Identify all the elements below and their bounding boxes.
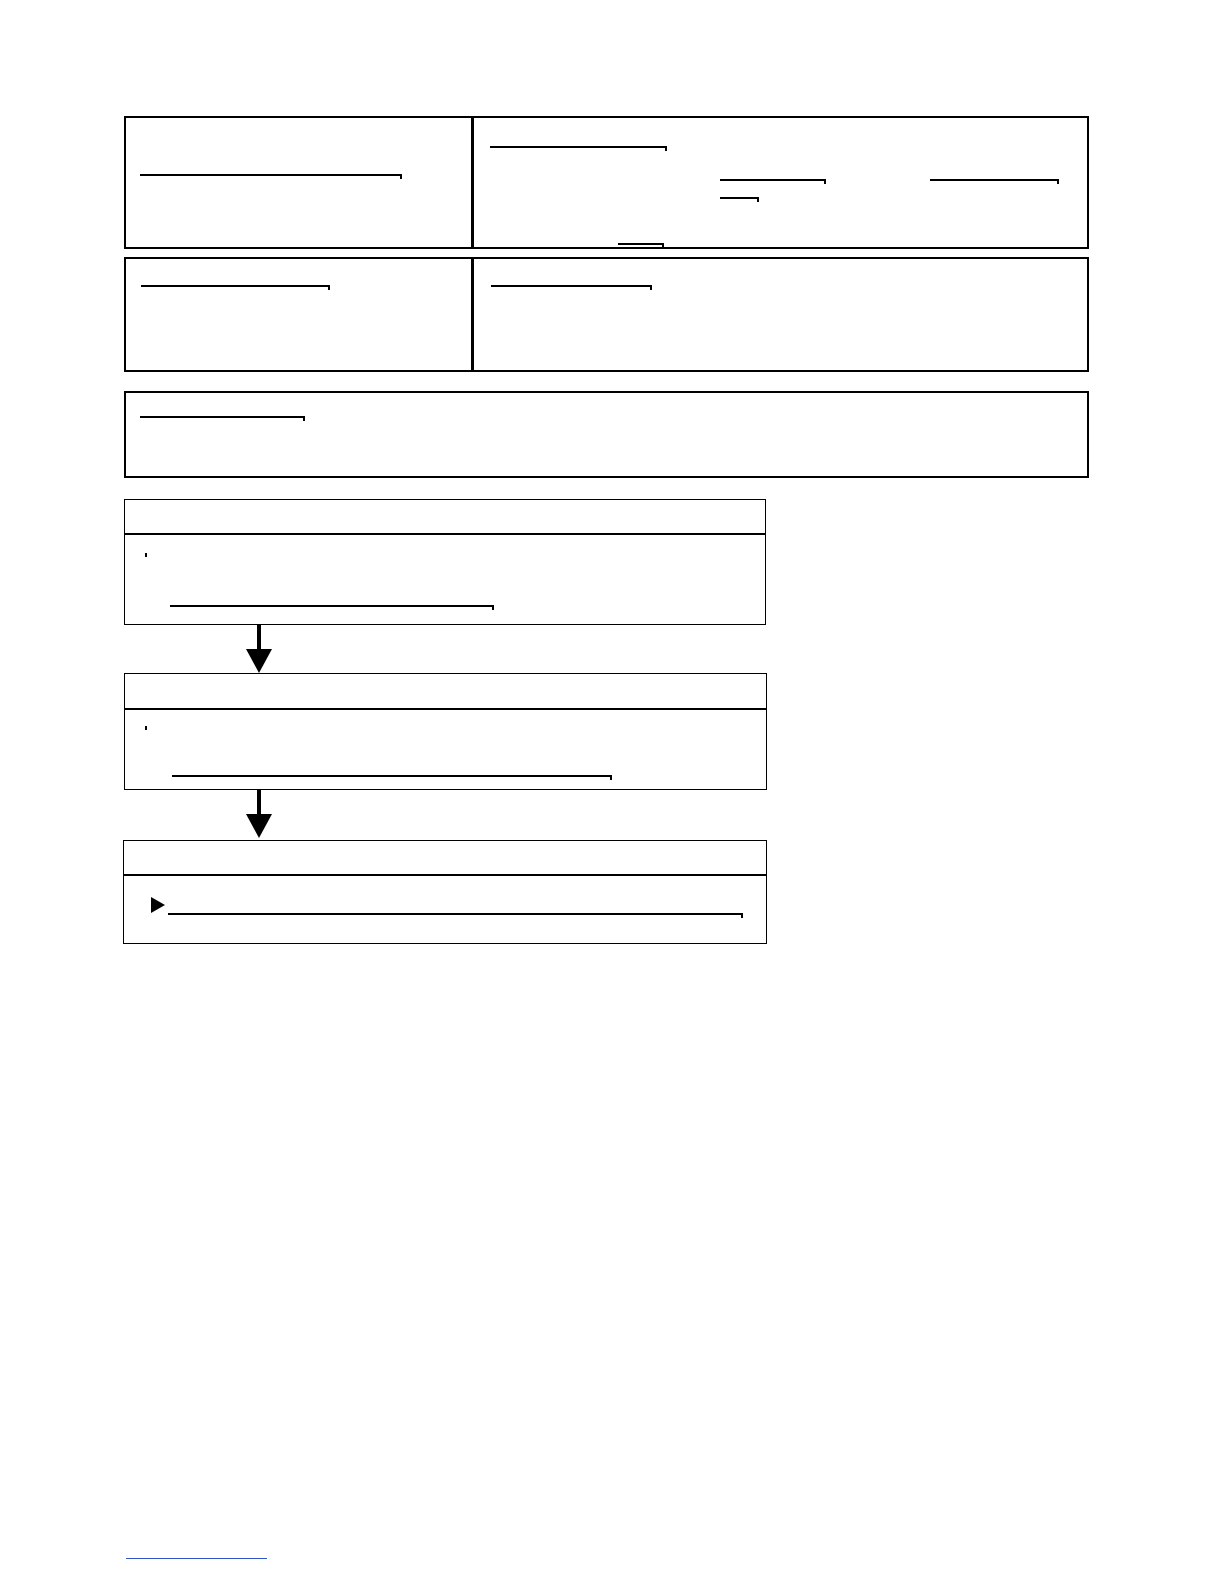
down-arrow-icon	[246, 790, 272, 840]
row1-right-field-b[interactable]	[720, 167, 824, 181]
step1-field[interactable]	[170, 593, 492, 607]
bullet-mark	[145, 726, 147, 730]
row1-right-field-e[interactable]	[618, 231, 662, 245]
play-arrow-icon	[151, 897, 165, 913]
flow-step-2	[124, 673, 767, 790]
column-divider	[471, 118, 474, 247]
down-arrow-icon	[246, 625, 272, 675]
row1-right-field-c[interactable]	[930, 167, 1057, 181]
column-divider	[471, 259, 474, 370]
row1-right-field-a[interactable]	[490, 134, 665, 148]
step-header-divider	[125, 708, 766, 710]
row3-field[interactable]	[140, 404, 303, 418]
form-row-3	[124, 391, 1089, 478]
step-header-divider	[124, 874, 766, 876]
step-header-divider	[125, 533, 765, 535]
form-row-1	[124, 116, 1089, 249]
row1-right-field-d[interactable]	[720, 185, 757, 199]
flow-step-1	[124, 499, 766, 625]
footnote-rule	[126, 1558, 267, 1559]
bullet-mark	[145, 553, 147, 557]
row2-left-field[interactable]	[141, 273, 328, 287]
step3-field[interactable]	[168, 901, 741, 915]
row2-right-field[interactable]	[491, 273, 650, 287]
form-row-2	[124, 257, 1089, 372]
flow-step-3	[123, 840, 767, 944]
step2-field[interactable]	[172, 763, 610, 777]
row1-left-field[interactable]	[140, 162, 400, 176]
